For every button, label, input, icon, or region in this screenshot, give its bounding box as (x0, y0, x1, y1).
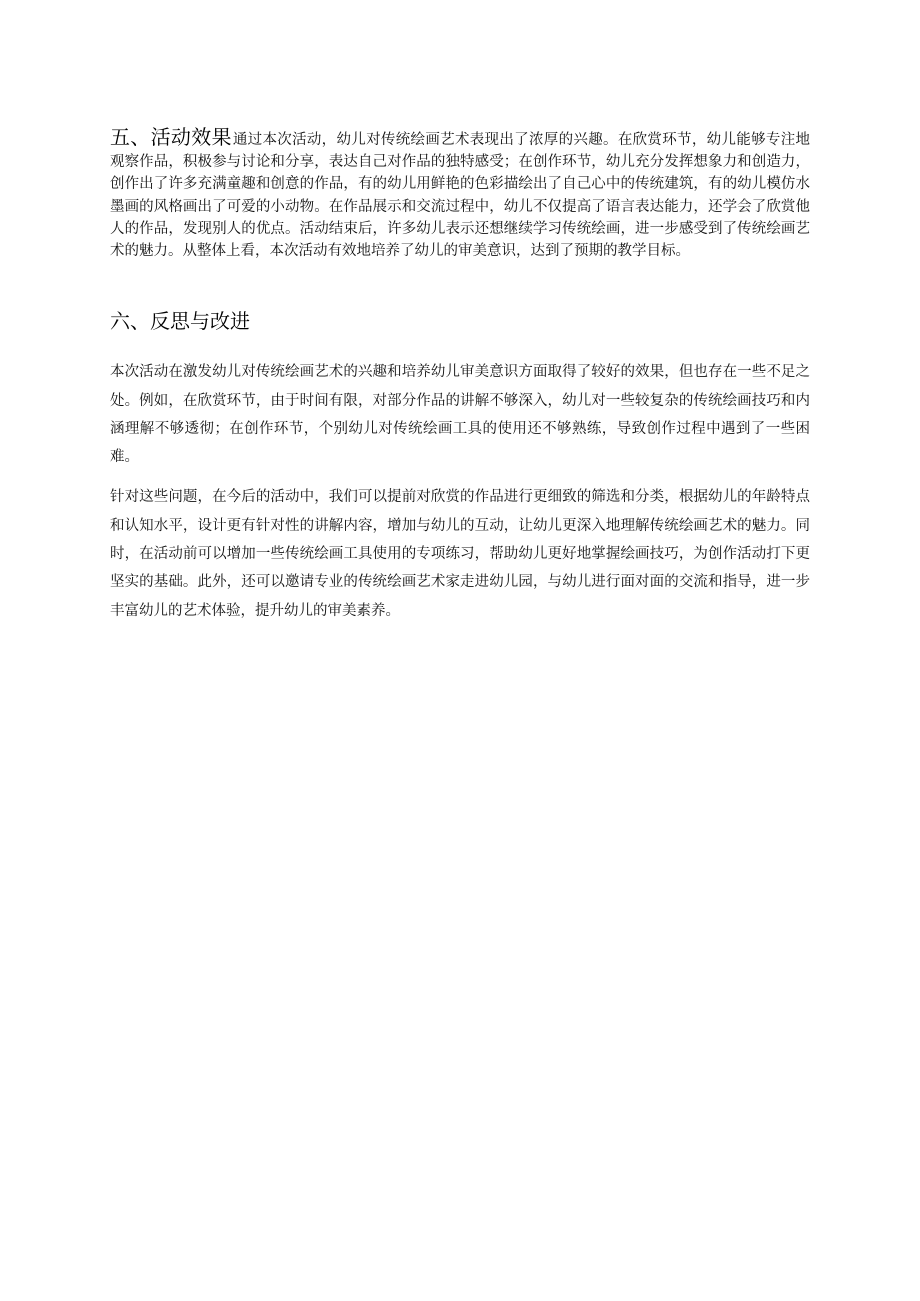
reflection-paragraph-1: 本次活动在激发幼儿对传统绘画艺术的兴趣和培养幼儿审美意识方面取得了较好的效果，但也存在一些不足之处。例如，在欣赏环节，由于时间有限，对部分作品的讲解不够深入，幼儿对一些较复杂的传统绘画技巧和内涵理解不够透彻；在创作环节，个别幼儿对传统绘画工具的使用还不够熟练，导致创作过程中遇到了一些困难。 (110, 364, 810, 466)
document-page (110, 126, 810, 637)
section-heading-reflection: 六、反思与改进 (110, 309, 250, 334)
section-heading-activity-effect: 五、活动效果 (110, 125, 232, 149)
reflection-paragraph-2: 针对这些问题，在今后的活动中，我们可以提前对欣赏的作品进行更细致的筛选和分类，根据幼儿的年龄特点和认知水平，设计更有针对性的讲解内容，增加与幼儿的互动，让幼儿更深入地理解传统绘画艺术的魅力。同时，在活动前可以增加一些传统绘画工具使用的专项练习，帮助幼儿更好地掌握绘画技巧，为创作活动打下更坚实的基础。此外，还可以邀请专业的传统绘画艺术家走进幼儿园，与幼儿进行面对面的交流和指导，进一步丰富幼儿的艺术体验，提升幼儿的审美素养。 (110, 489, 810, 619)
activity-effect-body: 通过本次活动，幼儿对传统绘画艺术表现出了浓厚的兴趣。在欣赏环节，幼儿能够专注地观察作品，积极参与讨论和分享，表达自己对作品的独特感受；在创作环节，幼儿充分发挥想象力和创造力，创作出了许多充满童趣和创意的作品，有的幼儿用鲜艳的色彩描绘出了自己心中的传统建筑，有的幼儿模仿水墨画的风格画出了可爱的小动物。在作品展示和交流过程中，幼儿不仅提高了语言表达能力，还学会了欣赏他人的作品，发现别人的优点。活动结束后，许多幼儿表示还想继续学习传统绘画，进一步感受到了传统绘画艺术的魅力。从整体上看，本次活动有效地培养了幼儿的审美意识，达到了预期的教学目标。 (110, 132, 810, 260)
section-activity-effect (110, 126, 810, 262)
